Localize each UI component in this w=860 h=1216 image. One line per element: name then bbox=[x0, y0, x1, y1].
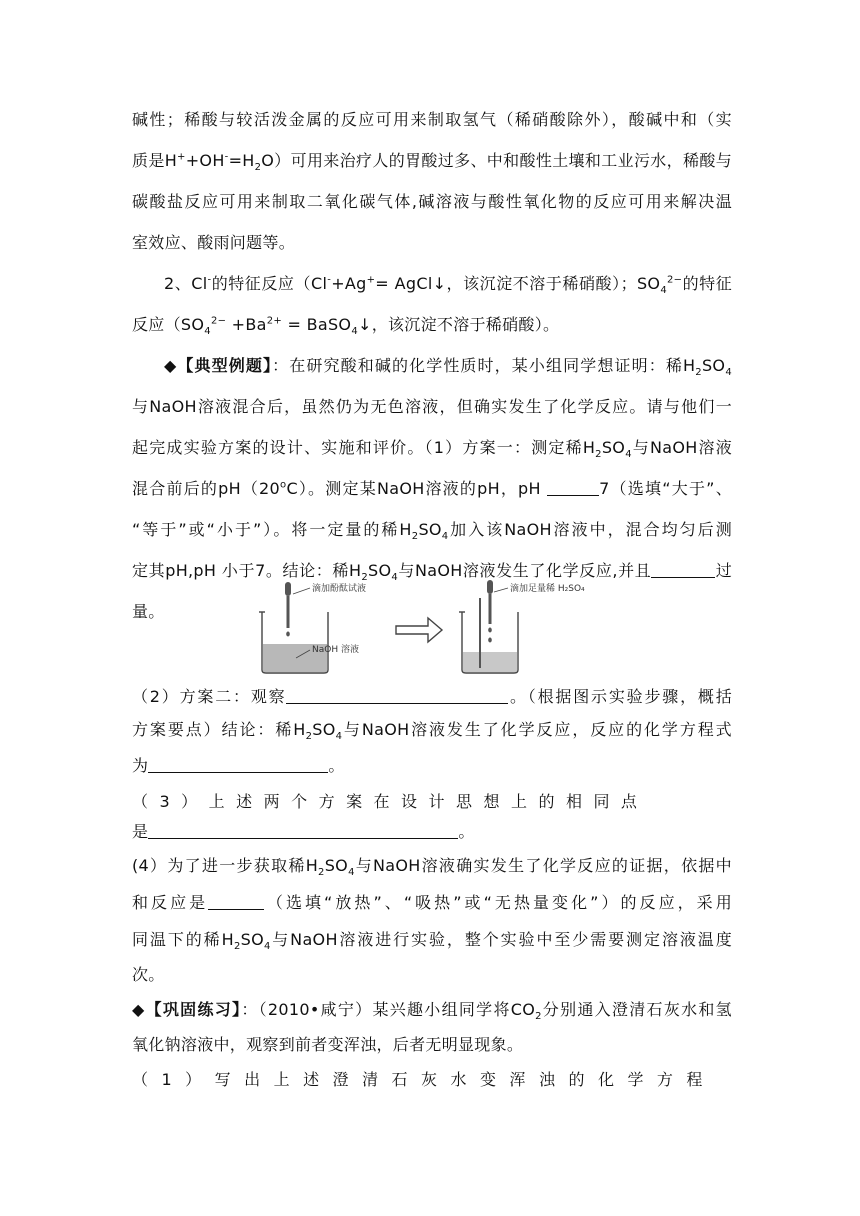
dropper-left bbox=[285, 582, 291, 637]
text-line: 同温下的稀$H_2SO_4$与NaOH溶液进行实验，整个实验中至少需要测定溶液温度 bbox=[132, 930, 732, 953]
text-line: （ 1 ） 写 出 上 述 澄 清 石 灰 水 变 浑 浊 的 化 学 方 程 bbox=[132, 1070, 707, 1089]
text-line: 质是$H^++OH^-=H_2O$）可用来治疗人的胃酸过多、中和酸性土壤和工业污水，稀酸与 bbox=[132, 151, 732, 174]
text-line: 氧化钠溶液中，观察到前者变浑浊，后者无明显现象。 bbox=[132, 1035, 524, 1054]
text-line: 2、Cl-的特征反应（Cl-+Ag+= AgCl↓，该沉淀不溶于稀硝酸）；$SO_4^{2-}$的特征 bbox=[164, 274, 732, 297]
label-add-phenolphthalein: 滴加酚酞试液 bbox=[312, 584, 367, 594]
label-naoh-solution: NaOH 溶液 bbox=[312, 645, 359, 655]
text-line: 为 。 bbox=[132, 756, 345, 775]
text-line: 定其pH,pH 小于7。结论：稀$H_2SO_4$与NaOH溶液发生了化学反应,并且 过 bbox=[132, 561, 732, 584]
answer-blank[interactable] bbox=[148, 756, 328, 773]
answer-blank[interactable] bbox=[148, 822, 458, 839]
text-line: 碱性；稀酸与较活泼金属的反应可用来制取氢气（稀硝酸除外），酸碱中和（实 bbox=[132, 110, 732, 129]
answer-blank[interactable] bbox=[547, 479, 599, 496]
label-add-dilute-h2so4: 滴加足量稀 H₂SO₄ bbox=[510, 584, 585, 594]
text-line: 方案要点）结论：稀$H_2SO_4$与NaOH溶液发生了化学反应，反应的化学方程式 bbox=[132, 720, 732, 743]
text-line: “等于”或“小于”）。将一定量的稀$H_2SO_4$加入该NaOH溶液中，混合均匀后测 bbox=[132, 520, 732, 543]
text-line: 次。 bbox=[132, 965, 165, 984]
text-line: （2）方案二：观察 。（根据图示实验步骤，概括 bbox=[132, 687, 732, 706]
section-heading: ◆【巩固练习】 bbox=[132, 1000, 242, 1019]
text-line: 量。 bbox=[132, 602, 165, 621]
answer-blank[interactable] bbox=[286, 687, 508, 704]
text-line: 与NaOH溶液混合后，虽然仍为无色溶液，但确实发生了化学反应。请与他们一 bbox=[132, 397, 732, 416]
section-heading: ◆【典型例题】 bbox=[164, 356, 273, 375]
text-line: 混合前后的pH（20$^o$C）。测定某NaOH溶液的pH，pH 7（选填“大于”、 bbox=[132, 479, 732, 498]
text-line: ◆【典型例题】：在研究酸和碱的化学性质时，某小组同学想证明：稀$H_2SO_4$ bbox=[164, 356, 732, 379]
text-line: 反应（$SO_4^{2-} +Ba^{2+}$ = BaSO$_4$↓，该沉淀不溶于稀硝酸）。 bbox=[132, 315, 560, 338]
text-line: (4）为了进一步获取稀$H_2SO_4$与NaOH溶液确实发生了化学反应的证据，依据中 bbox=[132, 856, 732, 879]
answer-blank[interactable] bbox=[208, 893, 264, 910]
process-arrow-icon bbox=[396, 618, 442, 642]
text-line: 室效应、酸雨问题等。 bbox=[132, 233, 296, 252]
text-line: （ 3 ） 上 述 两 个 方 案 在 设 计 思 想 上 的 相 同 点 bbox=[132, 792, 641, 811]
text-line: 起完成实验方案的设计、实施和评价。（1）方案一：测定稀$H_2SO_4$与NaOH溶液 bbox=[132, 438, 732, 461]
text-line: ◆【巩固练习】：（2010•咸宁）某兴趣小组同学将$CO_2$分别通入澄清石灰水和氢 bbox=[132, 1000, 732, 1023]
answer-blank[interactable] bbox=[651, 561, 715, 578]
text-line: 和反应是 （选填“放热”、“吸热”或“无热量变化”）的反应，采用 bbox=[132, 893, 732, 912]
text-line: 碳酸盐反应可用来制取二氧化碳气体,碱溶液与酸性氧化物的反应可用来解决温 bbox=[132, 192, 732, 211]
experiment-figure bbox=[258, 578, 608, 674]
dropper-right bbox=[487, 580, 493, 643]
beaker-left bbox=[259, 612, 328, 673]
text-line: 是 。 bbox=[132, 822, 475, 841]
